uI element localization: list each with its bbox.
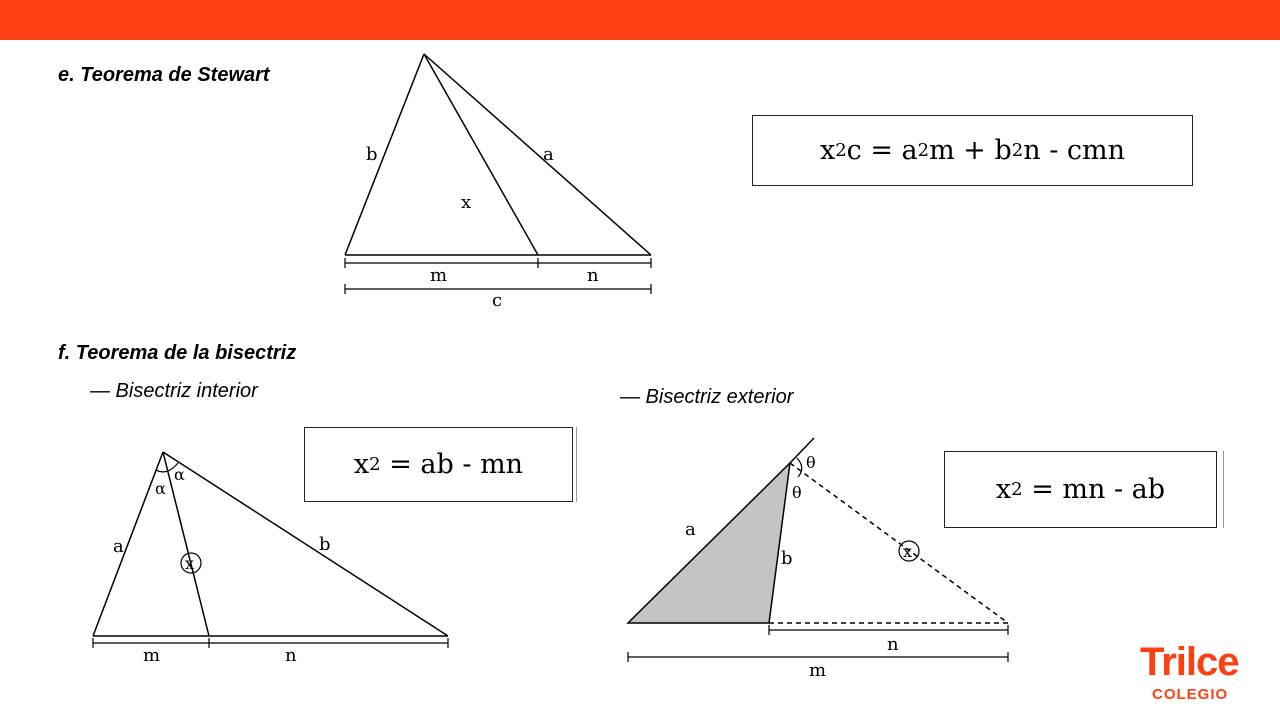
formula-exponent: 2 [917,140,930,161]
shaded-triangle [628,463,790,623]
formula-part: = mn - ab [1022,474,1166,505]
side-b-line [345,54,424,255]
label-m: m [430,265,448,286]
label-theta-outer: θ [806,453,816,472]
label-n: n [887,634,899,655]
formula-part: x [353,449,370,480]
formula-part: n - cmn [1023,135,1126,166]
bisector-x-line [790,463,1008,623]
formula-part: x [819,135,836,166]
stewart-diagram [345,54,651,294]
label-b: b [319,534,331,555]
label-a: a [543,144,554,165]
formula-exponent: 2 [1011,140,1024,161]
interior-diagram [93,452,448,648]
side-b-line [163,452,448,636]
label-n: n [285,645,297,666]
formula-part: c = a [846,135,918,166]
label-a: a [113,536,124,557]
label-theta-inner: θ [792,483,802,502]
logo-sub-text: COLEGIO [1152,686,1229,703]
formula-exponent: 2 [369,454,381,475]
bisectriz-exterior-title: — Bisectriz exterior [620,386,794,408]
trilce-logo [1140,640,1270,710]
label-alpha-left: α [155,479,166,498]
label-c: c [492,290,503,311]
cevian-x-line [424,54,538,255]
formula-part: = ab - mn [380,449,524,480]
label-n: n [587,265,599,286]
formula-exponent: 2 [835,140,847,161]
stewart-heading: e. Teorema de Stewart [58,64,270,86]
bisectriz-interior-title: — Bisectriz interior [90,380,258,402]
label-a: a [685,519,696,540]
label-x: x [185,554,195,573]
exterior-diagram [628,438,1008,662]
side-a-line [93,452,163,636]
logo-main-text: Trilce [1140,640,1239,684]
formula-part: x [995,474,1012,505]
angle-arc [797,458,802,477]
label-x: x [461,192,472,213]
formula-part: m + b [929,135,1012,166]
side-a-line [424,54,651,255]
label-x: x [903,542,913,561]
label-b: b [366,144,378,165]
formula-exponent: 2 [1011,479,1023,500]
bisector-x-line [163,452,209,636]
label-m: m [809,660,827,681]
bisectriz-heading: f. Teorema de la bisectriz [58,342,297,364]
label-alpha-right: α [174,465,185,484]
label-m: m [143,645,161,666]
label-b: b [781,548,793,569]
